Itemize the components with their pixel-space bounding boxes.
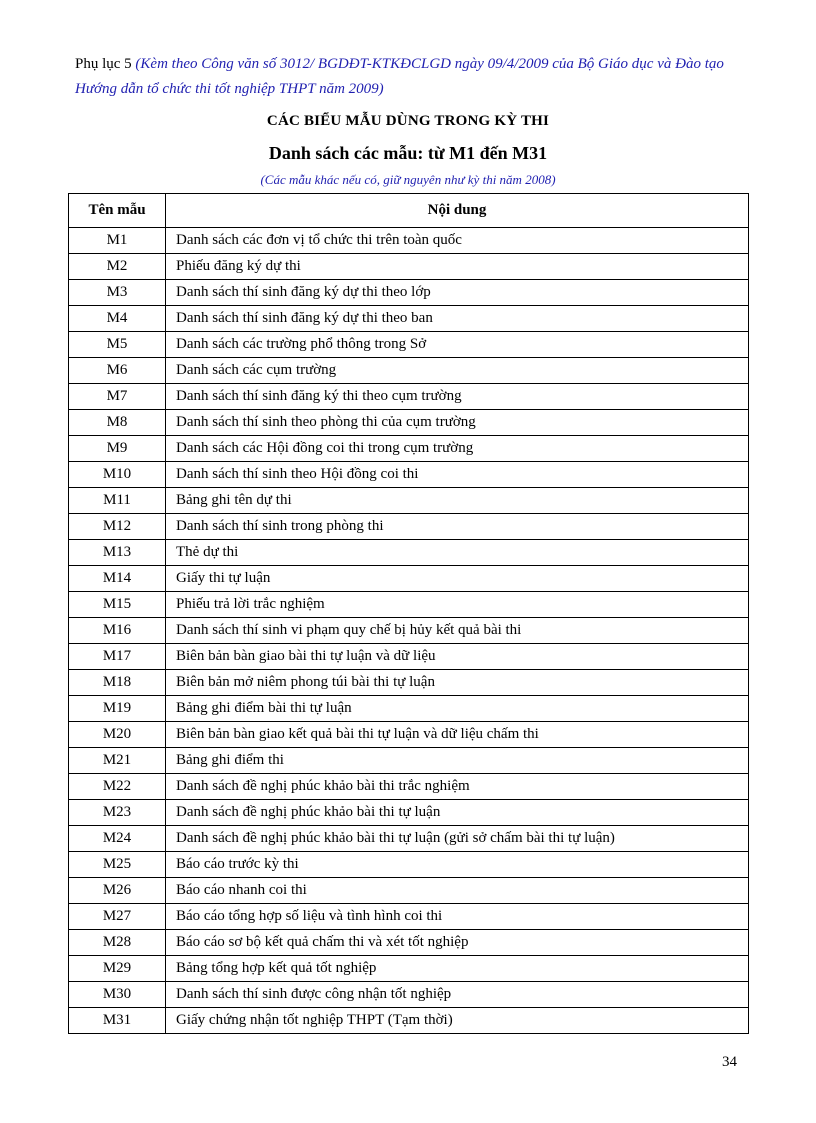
form-content-cell: Bảng tổng hợp kết quả tốt nghiệp <box>166 956 749 982</box>
table-row <box>69 878 749 904</box>
table-row <box>69 618 749 644</box>
form-code-cell: M5 <box>69 332 166 358</box>
form-content-cell: Phiếu trả lời trắc nghiệm <box>166 592 749 618</box>
form-code-cell: M18 <box>69 670 166 696</box>
form-code-cell: M10 <box>69 462 166 488</box>
form-content-cell: Báo cáo trước kỳ thi <box>166 852 749 878</box>
form-code-cell: M12 <box>69 514 166 540</box>
form-code-cell: M13 <box>69 540 166 566</box>
form-code-cell: M4 <box>69 306 166 332</box>
form-content-cell: Biên bản bàn giao kết quả bài thi tự luận và dữ liệu chấm thi <box>166 722 749 748</box>
form-code-cell: M28 <box>69 930 166 956</box>
form-content-cell: Danh sách đề nghị phúc khảo bài thi trắc nghiệm <box>166 774 749 800</box>
table-header-row <box>69 194 749 228</box>
form-content-cell: Danh sách các cụm trường <box>166 358 749 384</box>
form-content-cell: Biên bản mở niêm phong túi bài thi tự luận <box>166 670 749 696</box>
form-code-cell: M1 <box>69 228 166 254</box>
appendix-note: (Kèm theo Công văn số 3012/ BGDĐT-KTKĐCLGD ngày 09/4/2009 của Bộ Giáo dục và Đào tạo Hướng dẫn tổ chức thi tốt nghiệp THPT năm 2009) <box>75 56 724 97</box>
form-content-cell: Bảng ghi tên dự thi <box>166 488 749 514</box>
form-code-cell: M9 <box>69 436 166 462</box>
form-code-cell: M15 <box>69 592 166 618</box>
form-content-cell: Danh sách các trường phổ thông trong Sở <box>166 332 749 358</box>
table-row <box>69 488 749 514</box>
form-content-cell: Phiếu đăng ký dự thi <box>166 254 749 280</box>
form-code-cell: M26 <box>69 878 166 904</box>
table-row <box>69 436 749 462</box>
table-row <box>69 540 749 566</box>
table-row <box>69 800 749 826</box>
table-body <box>69 228 749 1034</box>
form-content-cell: Danh sách thí sinh đăng ký dự thi theo lớp <box>166 280 749 306</box>
table-row <box>69 358 749 384</box>
page-number: 34 <box>722 1054 737 1070</box>
form-code-cell: M23 <box>69 800 166 826</box>
page-title: CÁC BIỂU MẪU DÙNG TRONG KỲ THI <box>266 113 550 129</box>
table-row <box>69 904 749 930</box>
form-code-cell: M19 <box>69 696 166 722</box>
form-code-cell: M31 <box>69 1008 166 1034</box>
appendix-label: Phụ lục 5 <box>75 56 132 72</box>
table-row <box>69 410 749 436</box>
form-content-cell: Giấy chứng nhận tốt nghiệp THPT (Tạm thời) <box>166 1008 749 1034</box>
table-row <box>69 774 749 800</box>
form-code-cell: M6 <box>69 358 166 384</box>
table-row <box>69 748 749 774</box>
table-row <box>69 1008 749 1034</box>
table-row <box>69 514 749 540</box>
form-content-cell: Báo cáo sơ bộ kết quả chấm thi và xét tốt nghiệp <box>166 930 749 956</box>
header-content: Nội dung <box>166 194 749 228</box>
form-code-cell: M25 <box>69 852 166 878</box>
table-row <box>69 696 749 722</box>
header-form-name: Tên mẫu <box>69 194 166 228</box>
form-content-cell: Danh sách thí sinh trong phòng thi <box>166 514 749 540</box>
form-code-cell: M20 <box>69 722 166 748</box>
form-content-cell: Bảng ghi điểm thi <box>166 748 749 774</box>
form-content-cell: Danh sách đề nghị phúc khảo bài thi tự luận <box>166 800 749 826</box>
form-content-cell: Danh sách thí sinh theo Hội đồng coi thi <box>166 462 749 488</box>
form-content-cell: Biên bản bàn giao bài thi tự luận và dữ liệu <box>166 644 749 670</box>
form-code-cell: M24 <box>69 826 166 852</box>
form-code-cell: M8 <box>69 410 166 436</box>
table-row <box>69 852 749 878</box>
form-code-cell: M11 <box>69 488 166 514</box>
table-row <box>69 982 749 1008</box>
table-row <box>69 384 749 410</box>
form-content-cell: Danh sách các Hội đồng coi thi trong cụm trường <box>166 436 749 462</box>
form-code-cell: M17 <box>69 644 166 670</box>
form-content-cell: Giấy thi tự luận <box>166 566 749 592</box>
form-content-cell: Báo cáo tổng hợp số liệu và tình hình coi thi <box>166 904 749 930</box>
form-code-cell: M2 <box>69 254 166 280</box>
form-code-cell: M30 <box>69 982 166 1008</box>
page-subtitle: Danh sách các mẫu: từ M1 đến M31 <box>268 143 548 163</box>
table-row <box>69 644 749 670</box>
table-row <box>69 956 749 982</box>
appendix-header <box>75 52 735 102</box>
form-content-cell: Danh sách thí sinh đăng ký dự thi theo ban <box>166 306 749 332</box>
form-content-cell: Danh sách thí sinh vi phạm quy chế bị hủy kết quả bài thi <box>166 618 749 644</box>
remark-note: (Các mẫu khác nếu có, giữ nguyên như kỳ thi năm 2008) <box>260 172 556 187</box>
table-row <box>69 566 749 592</box>
table-row <box>69 670 749 696</box>
form-code-cell: M27 <box>69 904 166 930</box>
table-row <box>69 826 749 852</box>
form-content-cell: Danh sách thí sinh theo phòng thi của cụm trường <box>166 410 749 436</box>
form-content-cell: Bảng ghi điểm bài thi tự luận <box>166 696 749 722</box>
table-row <box>69 462 749 488</box>
form-content-cell: Thẻ dự thi <box>166 540 749 566</box>
form-code-cell: M3 <box>69 280 166 306</box>
table-row <box>69 254 749 280</box>
table-row <box>69 930 749 956</box>
form-code-cell: M29 <box>69 956 166 982</box>
table-row <box>69 592 749 618</box>
forms-table <box>68 193 749 1034</box>
form-content-cell: Danh sách thí sinh được công nhận tốt nghiệp <box>166 982 749 1008</box>
form-code-cell: M7 <box>69 384 166 410</box>
table-row <box>69 722 749 748</box>
form-content-cell: Danh sách thí sinh đăng ký thi theo cụm trường <box>166 384 749 410</box>
table-row <box>69 228 749 254</box>
table-row <box>69 280 749 306</box>
form-code-cell: M21 <box>69 748 166 774</box>
form-content-cell: Danh sách các đơn vị tổ chức thi trên toàn quốc <box>166 228 749 254</box>
table-row <box>69 306 749 332</box>
form-code-cell: M16 <box>69 618 166 644</box>
table-row <box>69 332 749 358</box>
form-content-cell: Báo cáo nhanh coi thi <box>166 878 749 904</box>
form-code-cell: M14 <box>69 566 166 592</box>
form-code-cell: M22 <box>69 774 166 800</box>
form-content-cell: Danh sách đề nghị phúc khảo bài thi tự luận (gửi sở chấm bài thi tự luận) <box>166 826 749 852</box>
